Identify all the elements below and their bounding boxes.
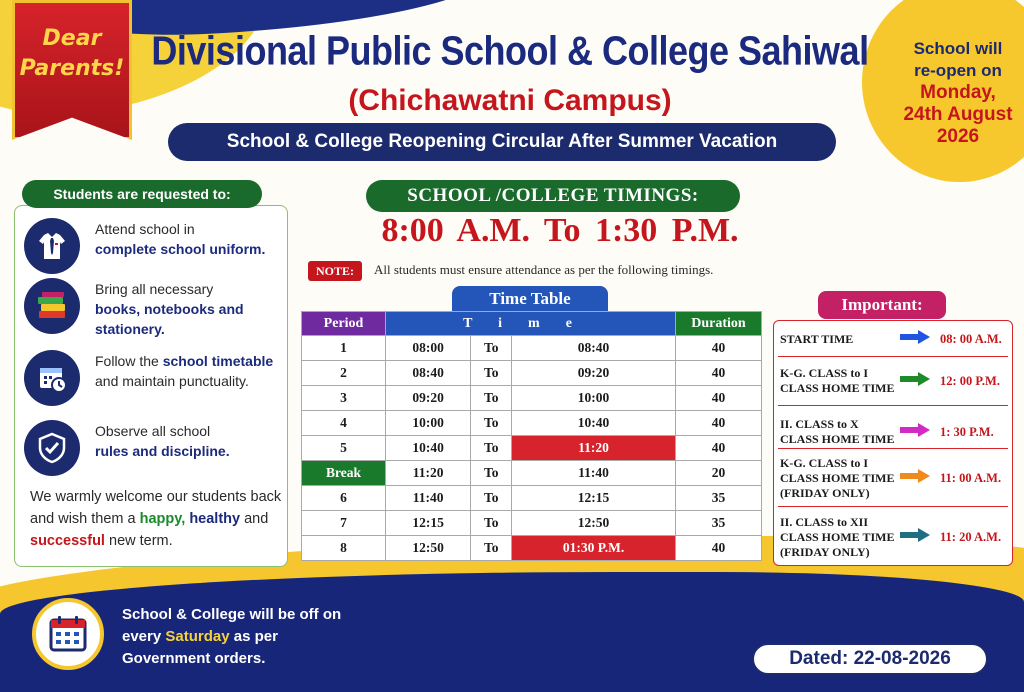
cell-to: To [471, 436, 512, 461]
cell-from: 10:00 [386, 411, 471, 436]
important-divider [778, 405, 1008, 406]
cell-period: 3 [302, 386, 386, 411]
cell-from: 08:00 [386, 336, 471, 361]
timetable-title: Time Table [452, 286, 608, 312]
timetable-row [302, 486, 762, 511]
cell-to: To [471, 411, 512, 436]
important-row [780, 514, 1008, 560]
note-badge: NOTE: [308, 261, 362, 281]
request-rules-pre: Observe all school [95, 423, 211, 439]
cell-to: To [471, 511, 512, 536]
cell-period: 5 [302, 436, 386, 461]
cell-duration: 35 [676, 486, 762, 511]
timetable-row [302, 536, 762, 561]
footer-text-1: School & College will be off on every [122, 606, 342, 645]
welcome-happy: happy, [139, 511, 186, 527]
important-label: K-G. CLASS to I CLASS HOME TIME (FRIDAY ONLY) [780, 455, 895, 500]
campus-subtitle: (Chichawatni Campus) [348, 84, 672, 117]
important-divider [778, 506, 1008, 507]
cell-to: To [471, 486, 512, 511]
cell-period: 8 [302, 536, 386, 561]
reopen-year: 2026 [936, 126, 980, 147]
cell-from: 09:20 [386, 386, 471, 411]
reopen-line-1: School will [913, 39, 1003, 58]
calendar-icon [32, 598, 104, 670]
important-row [780, 362, 1008, 400]
welcome-healthy: healthy [189, 511, 241, 527]
important-row [780, 455, 1008, 501]
timetable-row [302, 461, 762, 486]
welcome-end: new term. [109, 533, 173, 549]
cell-to: To [471, 536, 512, 561]
cell-duration: 40 [676, 411, 762, 436]
calendar-clock-icon [24, 350, 80, 406]
ribbon-line-2: Parents! [19, 56, 125, 81]
welcome-part1: We warmly welcome our students back and wish them a [30, 489, 282, 527]
important-value: 11: 00 A.M. [940, 470, 1002, 485]
important-label: K-G. CLASS to I CLASS HOME TIME [780, 366, 895, 395]
cell-period: 7 [302, 511, 386, 536]
important-label: II. CLASS to X CLASS HOME TIME [780, 417, 895, 446]
cell-till: 12:15 [512, 486, 676, 511]
reopen-text [878, 38, 1024, 148]
timetable-row [302, 386, 762, 411]
request-books-bold: books, notebooks and stationery. [95, 301, 244, 337]
request-uniform-bold: complete school uniform. [95, 241, 266, 257]
timetable [301, 311, 762, 561]
note-text: All students must ensure attendance as per the following timings. [374, 262, 714, 277]
welcome-and: and [244, 511, 269, 527]
important-value: 11: 20 A.M. [940, 529, 1002, 544]
cell-duration: 40 [676, 386, 762, 411]
requests-heading: Students are requested to: [22, 180, 262, 208]
important-row [780, 413, 1008, 451]
important-value: 12: 00 P.M. [940, 373, 1000, 388]
important-divider [778, 448, 1008, 449]
shirt-tie-icon [24, 218, 80, 274]
cell-duration: 40 [676, 436, 762, 461]
timetable-row [302, 411, 762, 436]
circular-heading: School & College Reopening Circular After Summer Vacation [168, 123, 836, 161]
cell-from: 11:40 [386, 486, 471, 511]
cell-duration: 40 [676, 336, 762, 361]
request-timetable-post: and maintain punctuality. [95, 373, 249, 389]
shield-check-icon [24, 420, 80, 476]
header-time: Time [386, 312, 676, 336]
important-heading: Important: [818, 291, 946, 319]
cell-from: 11:20 [386, 461, 471, 486]
header-period: Period [302, 312, 386, 336]
reopen-day: Monday, [920, 82, 996, 103]
important-divider [778, 356, 1008, 357]
important-label: II. CLASS to XII CLASS HOME TIME (FRIDAY ONLY) [780, 514, 895, 559]
cell-to: To [471, 461, 512, 486]
cell-from: 08:40 [386, 361, 471, 386]
important-value: 08: 00 A.M. [940, 331, 1002, 346]
arrow-right-icon [900, 423, 932, 441]
footer-saturday: Saturday [165, 628, 230, 645]
timetable-row [302, 436, 762, 461]
arrow-right-icon [900, 469, 932, 487]
timings-value: 8:00 A.M. To 1:30 P.M. [381, 212, 739, 249]
cell-till: 11:40 [512, 461, 676, 486]
reopen-line-2: re-open on [914, 61, 1002, 80]
cell-period: Break [302, 461, 386, 486]
cell-till: 12:50 [512, 511, 676, 536]
cell-duration: 40 [676, 361, 762, 386]
cell-duration: 20 [676, 461, 762, 486]
cell-period: 6 [302, 486, 386, 511]
request-books-pre: Bring all necessary [95, 281, 214, 297]
cell-from: 12:15 [386, 511, 471, 536]
cell-period: 4 [302, 411, 386, 436]
cell-period: 1 [302, 336, 386, 361]
cell-duration: 35 [676, 511, 762, 536]
cell-to: To [471, 336, 512, 361]
timetable-row [302, 336, 762, 361]
request-uniform-pre: Attend school in [95, 221, 195, 237]
arrow-right-icon [900, 330, 932, 348]
request-books [24, 278, 284, 338]
request-timetable-pre: Follow the [95, 353, 159, 369]
header-duration: Duration [676, 312, 762, 336]
arrow-right-icon [900, 372, 932, 390]
welcome-message [30, 486, 284, 552]
cell-period: 2 [302, 361, 386, 386]
reopen-date: 24th August [903, 104, 1013, 125]
cell-from: 12:50 [386, 536, 471, 561]
cell-till: 08:40 [512, 336, 676, 361]
timings-heading: SCHOOL /COLLEGE TIMINGS: [366, 180, 740, 212]
request-uniform [24, 218, 284, 278]
cell-from: 10:40 [386, 436, 471, 461]
ribbon-text [12, 24, 132, 84]
request-timetable [24, 350, 284, 410]
timetable-row [302, 361, 762, 386]
important-value: 1: 30 P.M. [940, 424, 994, 439]
welcome-successful: successful [30, 533, 105, 549]
books-icon [24, 278, 80, 334]
request-timetable-bold: school timetable [162, 353, 274, 369]
cell-till: 09:20 [512, 361, 676, 386]
cell-to: To [471, 386, 512, 411]
saturday-off-notice [122, 604, 362, 670]
important-label: START TIME [780, 331, 854, 346]
cell-to: To [471, 361, 512, 386]
dated-badge: Dated: 22-08-2026 [752, 643, 988, 675]
cell-till: 01:30 P.M. [512, 536, 676, 561]
cell-till: 10:40 [512, 411, 676, 436]
arrow-right-icon [900, 528, 932, 546]
timetable-row [302, 511, 762, 536]
cell-duration: 40 [676, 536, 762, 561]
important-row [780, 328, 1008, 350]
request-rules [24, 420, 284, 480]
footer-text-2: as per Government orders. [122, 628, 278, 667]
cell-till: 11:20 [512, 436, 676, 461]
school-title: Divisional Public School & College Sahiwal [151, 27, 869, 74]
request-rules-bold: rules and discipline. [95, 443, 230, 459]
cell-till: 10:00 [512, 386, 676, 411]
ribbon-line-1: Dear [42, 26, 102, 51]
